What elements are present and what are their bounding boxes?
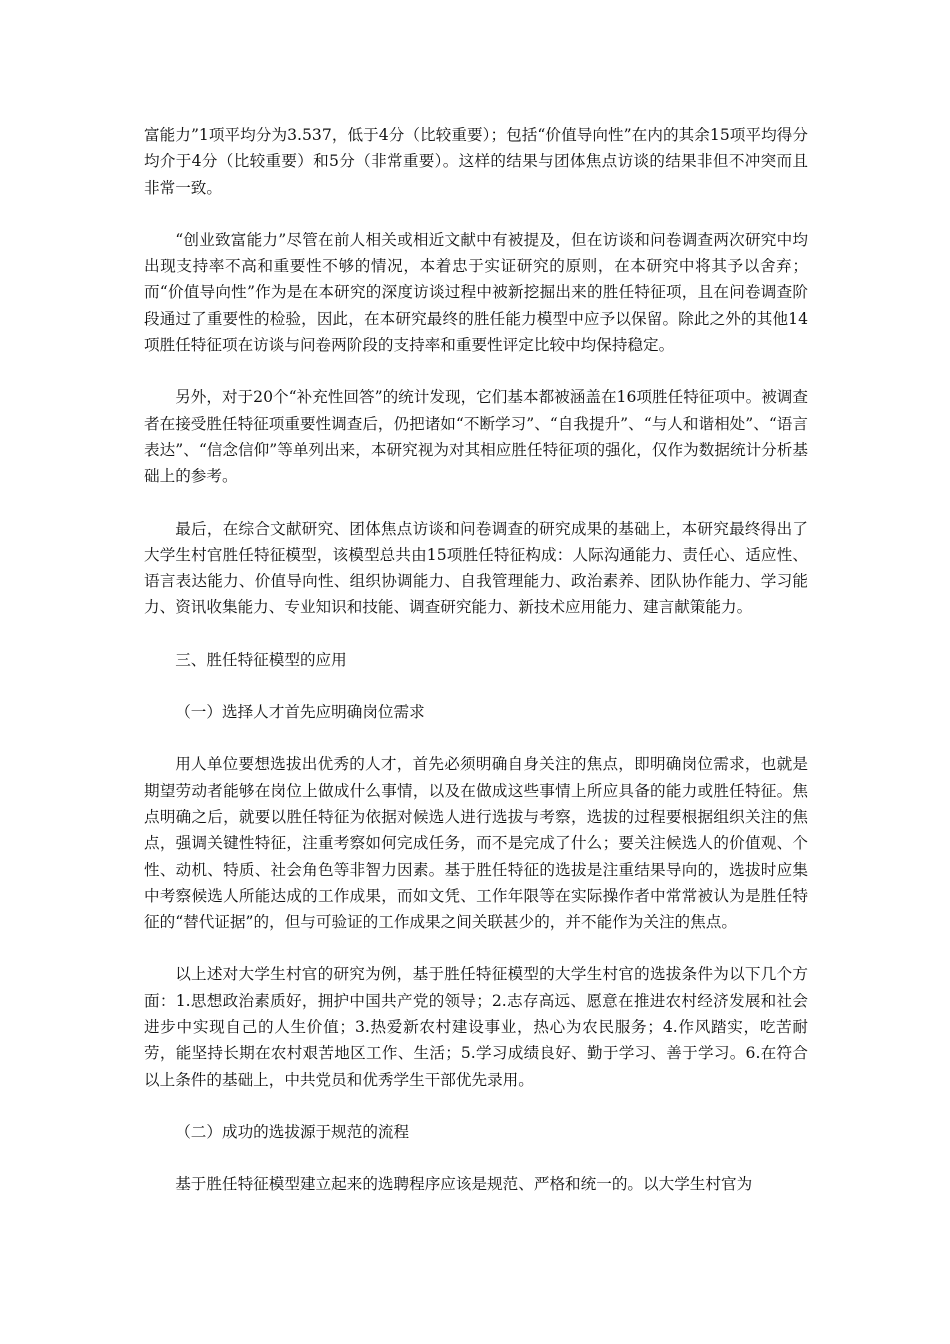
subsection-heading-1: （一）选择人才首先应明确岗位需求 <box>175 703 425 722</box>
section-heading: 三、胜任特征模型的应用 <box>175 650 347 669</box>
paragraph-3: 另外，对于20个“补充性回答”的统计发现，它们基本都被涵盖在16项胜任特征项中。被调查者在接受胜任特征项重要性调查后，仍把诸如“不断学习”、“自我提升”、“与人和谐相处”、“语言表达”、“信念信仰”等单列出来，本研究视为对其相应胜任特征项的强化，仅作为数据统计分析基础上的参考。 <box>144 388 808 486</box>
document-body <box>144 122 808 1224</box>
paragraph-7: 基于胜任特征模型建立起来的选聘程序应该是规范、严格和统一的。以大学生村官为 <box>175 1175 753 1194</box>
paragraph-2: “创业致富能力”尽管在前人相关或相近文献中有被提及，但在访谈和问卷调查两次研究中均出现支持率不高和重要性不够的情况，本着忠于实证研究的原则，在本研究中将其予以舍弃；而“价值导向性”作为是在本研究的深度访谈过程中被新挖掘出来的胜任特征项，且在问卷调查阶段通过了重要性的检验，因此，在本研究最终的胜任能力模型中应予以保留。除此之外的其他14项胜任特征项在访谈与问卷两阶段的支持率和重要性评定比较中均保持稳定。 <box>144 230 808 355</box>
paragraph-4: 最后，在综合文献研究、团体焦点访谈和问卷调查的研究成果的基础上，本研究最终得出了大学生村官胜任特征模型，该模型总共由15项胜任特征构成：人际沟通能力、责任心、适应性、语言表达能力、价值导向性、组织协调能力、自我管理能力、政治素养、团队协作能力、学习能力、资讯收集能力、专业知识和技能、调查研究能力、新技术应用能力、建言献策能力。 <box>144 519 808 617</box>
paragraph-1: 富能力”1项平均分为3.537，低于4分（比较重要）；包括“价值导向性”在内的其余15项平均得分均介于4分（比较重要）和5分（非常重要）。这样的结果与团体焦点访谈的结果非但不冲突而且非常一致。 <box>144 126 808 197</box>
paragraph-6: 以上述对大学生村官的研究为例，基于胜任特征模型的大学生村官的选拔条件为以下几个方面：1.思想政治素质好，拥护中国共产党的领导；2.志存高远、愿意在推进农村经济发展和社会进步中实现自己的人生价值；3.热爱新农村建设事业，热心为农民服务；4.作风踏实，吃苦耐劳，能坚持长期在农村艰苦地区工作、生活；5.学习成绩良好、勤于学习、善于学习。6.在符合以上条件的基础上，中共党员和优秀学生干部优先录用。 <box>144 965 808 1089</box>
subsection-heading-2: （二）成功的选拔源于规范的流程 <box>175 1122 410 1141</box>
paragraph-5: 用人单位要想选拔出优秀的人才，首先必须明确自身关注的焦点，即明确岗位需求，也就是期望劳动者能够在岗位上做成什么事情，以及在做成这些事情上所应具备的能力或胜任特征。焦点明确之后，就要以胜任特征为依据对候选人进行选拔与考察，选拔的过程要根据组织关注的焦点，强调关键性特征，注重考察如何完成任务，而不是完成了什么；要关注候选人的价值观、个性、动机、特质、社会角色等非智力因素。基于胜任特征的选拔是注重结果导向的，选拔时应集中考察候选人所能达成的工作成果，而如文凭、工作年限等在实际操作者中常常被认为是胜任特征的“替代证据”的，但与可验证的工作成果之间关联甚少的，并不能作为关注的焦点。 <box>144 755 808 932</box>
